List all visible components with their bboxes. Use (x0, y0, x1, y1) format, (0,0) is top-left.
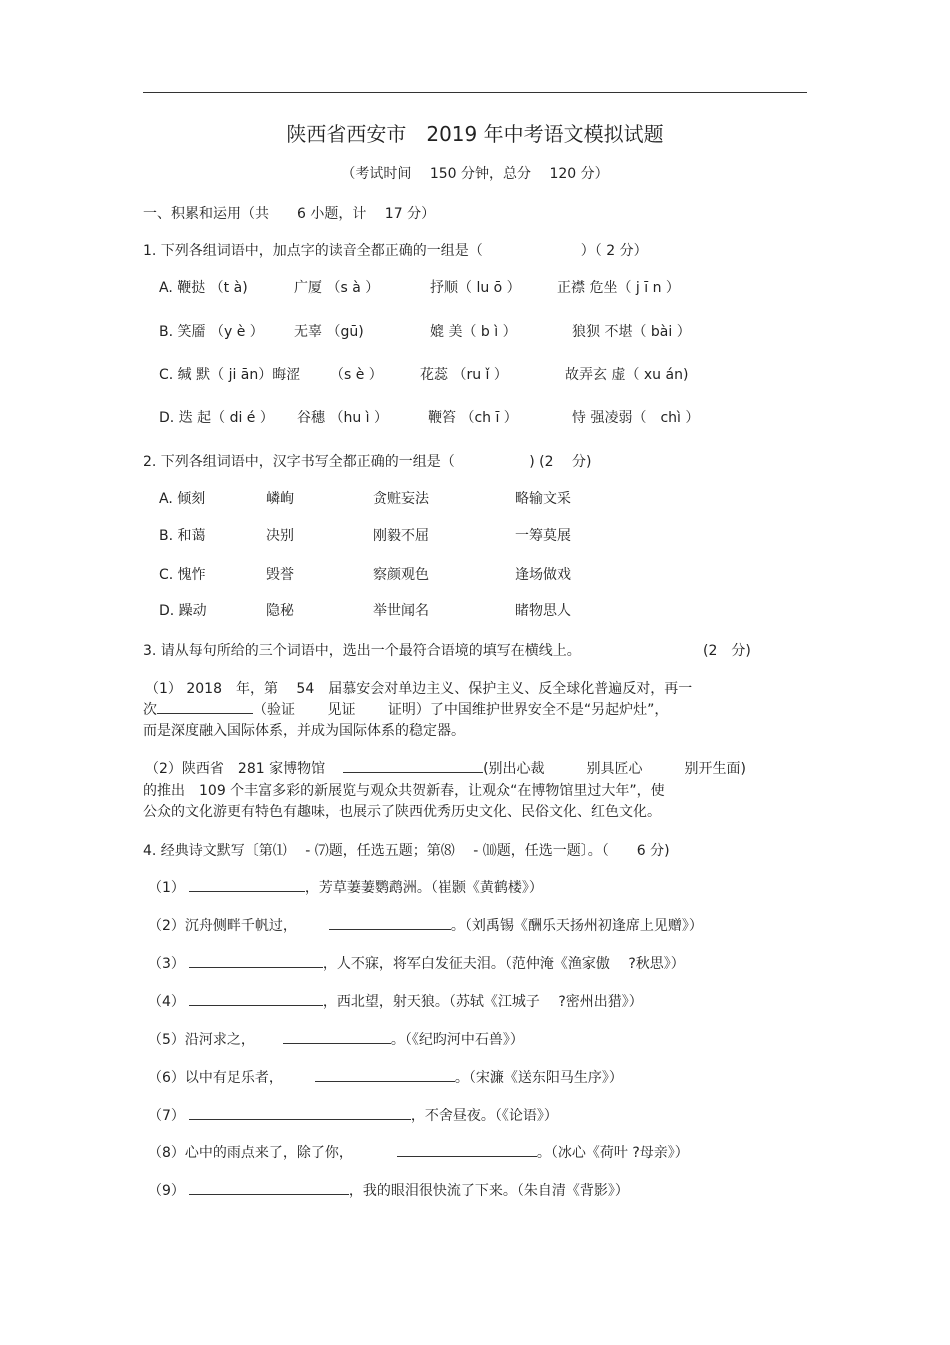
option-item: 逢场做戏 (515, 567, 571, 583)
option-item: 恃 强凌弱（ chì ） (572, 410, 700, 426)
recite-item-9 (148, 1180, 629, 1200)
answer-blank[interactable] (189, 953, 323, 968)
question-3-stem: 3. 请从每句所给的三个词语中，选出一个最符合语境的填写在横线上。 (143, 643, 581, 659)
option-item: 一筹莫展 (515, 528, 571, 544)
option-item: D. 迭 起（ di é ） (159, 410, 274, 426)
option-item: 无辜 （gū) (294, 324, 364, 340)
q3-p1-line2 (143, 699, 668, 719)
recite-item-7 (148, 1105, 558, 1125)
exam-info: （考试时间 150 分钟，总分 120 分） (341, 166, 609, 182)
option-item: 鞭笞 （ch ī ） (428, 410, 518, 426)
option-item: 略输文采 (515, 491, 571, 507)
page-title: 陕西省西安市 2019 年中考语文模拟试题 (286, 122, 664, 146)
option-item: 狼狈 不堪（ bài ） (572, 324, 691, 340)
item-suffix: ，我的眼泪很快流了下来。（朱自清《背影》） (348, 1183, 629, 1199)
option-item: D. 躁动 (159, 603, 207, 619)
option-item: 抒顺（ lu ō ） (430, 280, 521, 296)
option-item: C. 愧怍 (159, 567, 206, 583)
recite-item-6 (148, 1067, 623, 1087)
answer-blank[interactable] (189, 877, 305, 892)
q3-p1-line3: 而是深度融入国际体系，并成为国际体系的稳定器。 (143, 723, 465, 739)
option-item: A. 倾刻 (159, 491, 206, 507)
top-rule (143, 92, 807, 93)
answer-blank[interactable] (189, 1180, 349, 1195)
option-item: 举世闻名 (373, 603, 429, 619)
option-item: 察颜观色 (373, 567, 429, 583)
item-suffix: ，人不寐，将军白发征夫泪。（范仲淹《渔家傲 ?秋思》） (322, 956, 685, 972)
recite-item-2 (148, 915, 703, 935)
answer-blank[interactable] (189, 1105, 411, 1120)
option-item: 嶙峋 (266, 491, 294, 507)
option-item: 广厦 （s à ） (294, 280, 380, 296)
recite-item-5 (148, 1029, 524, 1049)
recite-item-1 (148, 877, 543, 897)
q3-p2-line3: 公众的文化游更有特色有趣味，也展示了陕西优秀历史文化、民俗文化、红色文化。 (143, 804, 661, 820)
recite-item-4 (148, 991, 643, 1011)
answer-blank[interactable] (283, 1029, 391, 1044)
item-prefix: （6）以中有足乐者， (148, 1070, 283, 1086)
item-suffix: 。（刘禹锡《酬乐天扬州初逢席上见赠》） (450, 918, 703, 934)
item-prefix: （1） (148, 880, 185, 896)
option-item: 毁誉 (266, 567, 294, 583)
text-segment: （2）陕西省 281 家博物馆 (145, 761, 326, 777)
section-heading: 一、积累和运用（共 6 小题，计 17 分） (143, 206, 436, 222)
answer-blank[interactable] (329, 915, 451, 930)
option-item: 刚毅不屈 (373, 528, 429, 544)
option-item: 决别 (266, 528, 294, 544)
option-item: 隐秘 (266, 603, 294, 619)
option-item: B. 和蔼 (159, 528, 206, 544)
item-prefix: （8）心中的雨点来了，除了你， (148, 1145, 353, 1161)
answer-blank[interactable] (189, 991, 323, 1006)
answer-blank[interactable] (157, 699, 253, 714)
question-2-stem: 2. 下列各组词语中，汉字书写全都正确的一组是（ ) (2 分) (143, 454, 592, 470)
option-item: 贪赃妄法 (373, 491, 429, 507)
item-suffix: 。（冰心《荷叶 ?母亲》） (536, 1145, 689, 1161)
text-segment: (别出心裁 别具匠心 别开生面) (483, 761, 747, 777)
item-prefix: （3） (148, 956, 185, 972)
option-item: 媲 美（ b ì ） (430, 324, 517, 340)
option-item: 谷穗 （hu ì ） (297, 410, 388, 426)
option-item: A. 鞭挞 （t à) (159, 280, 248, 296)
recite-item-8 (148, 1142, 689, 1162)
answer-blank[interactable] (315, 1067, 455, 1082)
q3-p1-line1: （1） 2018 年，第 54 届慕安会对单边主义、保护主义、反全球化普遍反对，再一 (145, 681, 693, 697)
option-item: （s è ） (330, 367, 383, 383)
option-item: 睹物思人 (515, 603, 571, 619)
item-prefix: （4） (148, 994, 185, 1010)
item-prefix: （5）沿河求之， (148, 1032, 255, 1048)
recite-item-3 (148, 953, 685, 973)
option-item: 花蕊 （ru ǐ ） (420, 367, 508, 383)
item-prefix: （7） (148, 1108, 185, 1124)
item-suffix: ，不舍昼夜。（《论语》） (410, 1108, 558, 1124)
question-3-score: (2 分) (703, 643, 751, 659)
item-prefix: （2）沉舟侧畔千帆过， (148, 918, 297, 934)
question-4-stem: 4. 经典诗文默写〔第⑴ - ⑺题，任选五题；第⑻ - ⑽题，任选一题〕。（ 6 分) (143, 843, 670, 859)
question-1-stem: 1. 下列各组词语中，加点字的读音全都正确的一组是（ ）（ 2 分） (143, 243, 648, 259)
item-suffix: 。（《纪昀河中石兽》） (390, 1032, 524, 1048)
text-segment: 次 (143, 702, 157, 718)
item-prefix: （9） (148, 1183, 185, 1199)
option-item: 故弄玄 虚（ xu án) (565, 367, 689, 383)
option-item: 正襟 危坐（ j ī n ） (557, 280, 680, 296)
q3-p2-line2: 的推出 109 个丰富多彩的新展览与观众共贺新春，让观众“在博物馆里过大年”，使 (143, 783, 665, 799)
answer-blank[interactable] (343, 758, 483, 773)
option-item: B. 笑靥 （y è ） (159, 324, 264, 340)
item-suffix: 。（宋濂《送东阳马生序》） (454, 1070, 623, 1086)
text-segment: （验证 见证 证明）了中国维护世界安全不是“另起炉灶”， (253, 702, 669, 718)
item-suffix: ，芳草萋萋鹦鹉洲。（崔颢《黄鹤楼》） (304, 880, 543, 896)
answer-blank[interactable] (397, 1142, 537, 1157)
item-suffix: ，西北望，射天狼。（苏轼《江城子 ?密州出猎》） (322, 994, 643, 1010)
q3-p2-line1 (145, 758, 746, 778)
option-item: C. 缄 默（ ji ān）晦涩 (159, 367, 301, 383)
